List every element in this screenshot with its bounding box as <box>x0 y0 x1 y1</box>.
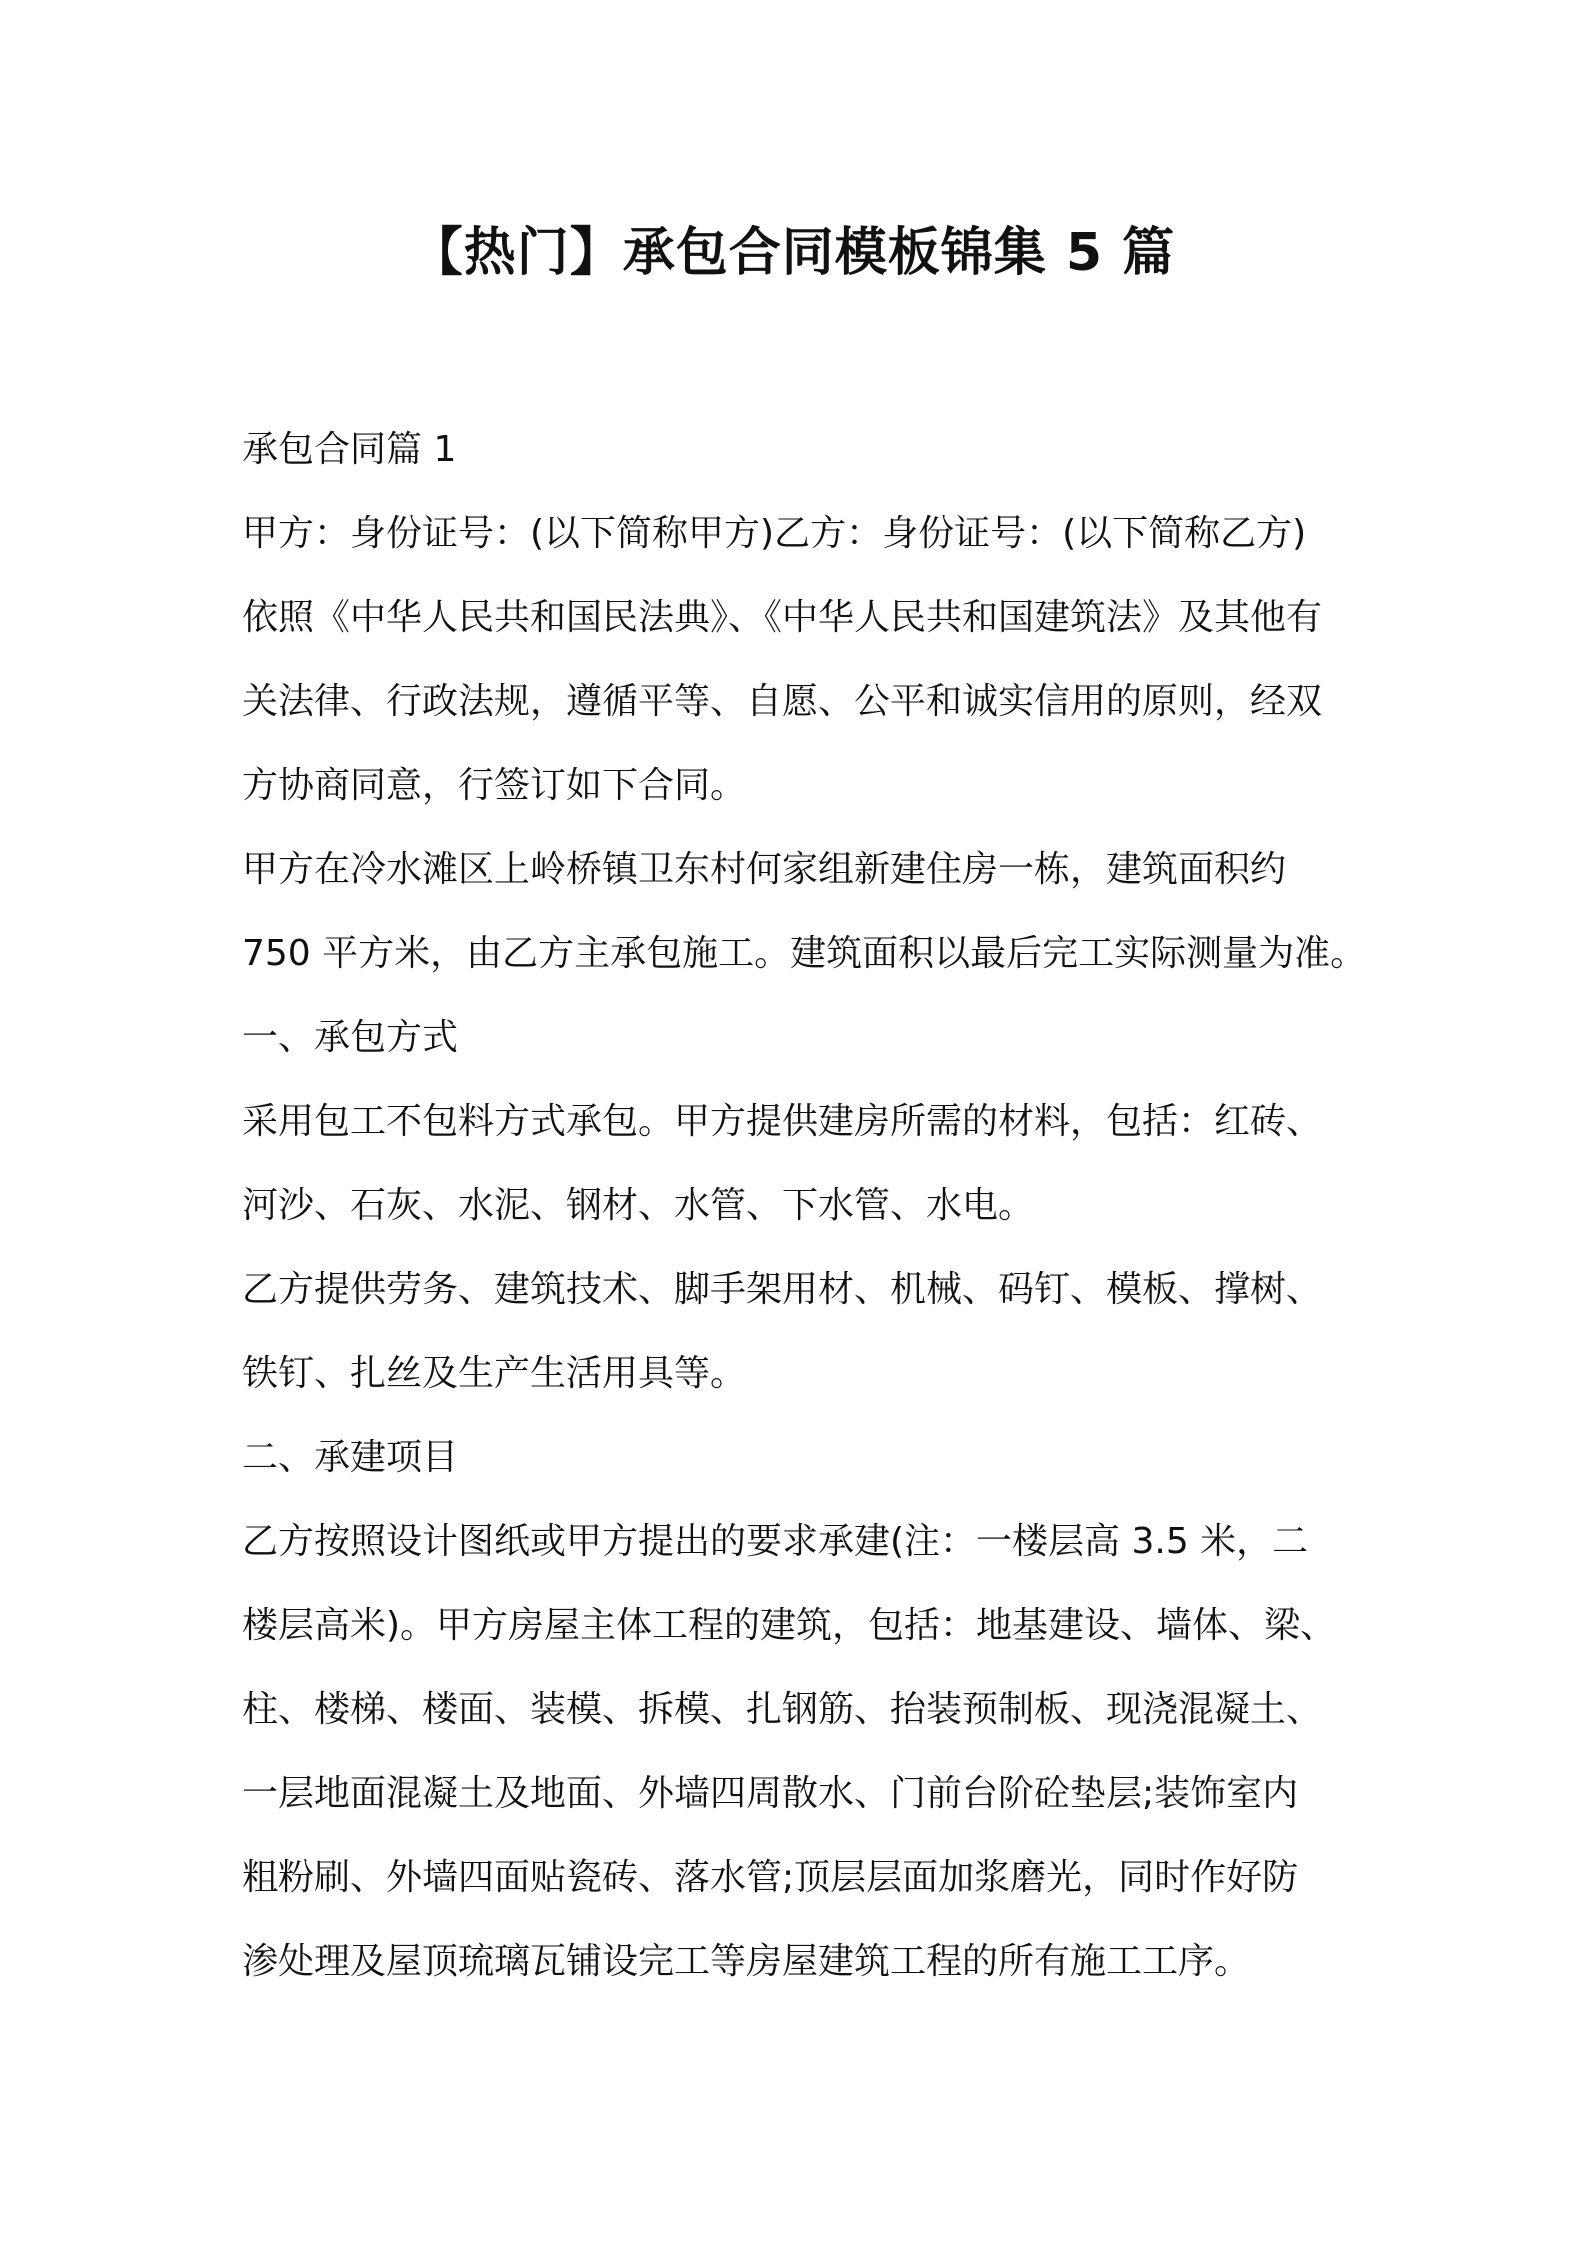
paragraph-line: 方协商同意，行签订如下合同。 <box>242 765 747 806</box>
paragraph-line: 甲方在冷水滩区上岭桥镇卫东村何家组新建住房一栋，建筑面积约 <box>242 849 1287 890</box>
paragraph-line: 渗处理及屋顶琉璃瓦铺设完工等房屋建筑工程的所有施工工序。 <box>242 1941 1251 1982</box>
document-title: 【热门】承包合同模板锦集 5 篇 <box>410 223 1176 283</box>
document-body <box>242 408 1367 2004</box>
paragraph-line: 750 平方米，由乙方主承包施工。建筑面积以最后完工实际测量为准。 <box>242 933 1367 974</box>
paragraph-line: 甲方：身份证号：(以下简称甲方)乙方：身份证号：(以下简称乙方) <box>242 513 1307 554</box>
paragraph-line: 铁钉、扎丝及生产生活用具等。 <box>242 1353 747 1394</box>
paragraph-line: 乙方提供劳务、建筑技术、脚手架用材、机械、码钉、模板、撑树、 <box>242 1269 1323 1310</box>
paragraph-line: 柱、楼梯、楼面、装模、拆模、扎钢筋、抬装预制板、现浇混凝土、 <box>242 1689 1323 1730</box>
paragraph-line: 依照《中华人民共和国民法典》、《中华人民共和国建筑法》及其他有 <box>242 597 1323 638</box>
paragraph-line: 一层地面混凝土及地面、外墙四周散水、门前台阶砼垫层;装饰室内 <box>242 1773 1299 1814</box>
paragraph-line: 粗粉刷、外墙四面贴瓷砖、落水管;顶层层面加浆磨光，同时作好防 <box>242 1857 1299 1898</box>
section-heading: 承包合同篇 1 <box>242 429 457 470</box>
paragraph-line: 河沙、石灰、水泥、钢材、水管、下水管、水电。 <box>242 1185 1035 1226</box>
paragraph-line: 乙方按照设计图纸或甲方提出的要求承建(注：一楼层高 3.5 米，二 <box>242 1521 1309 1562</box>
section-heading: 一、承包方式 <box>242 1017 459 1058</box>
section-heading: 二、承建项目 <box>242 1437 459 1478</box>
paragraph-line: 楼层高米)。甲方房屋主体工程的建筑，包括：地基建设、墙体、梁、 <box>242 1605 1337 1646</box>
paragraph-line: 关法律、行政法规，遵循平等、自愿、公平和诚实信用的原则，经双 <box>242 681 1323 722</box>
paragraph-line: 采用包工不包料方式承包。甲方提供建房所需的材料，包括：红砖、 <box>242 1101 1323 1142</box>
